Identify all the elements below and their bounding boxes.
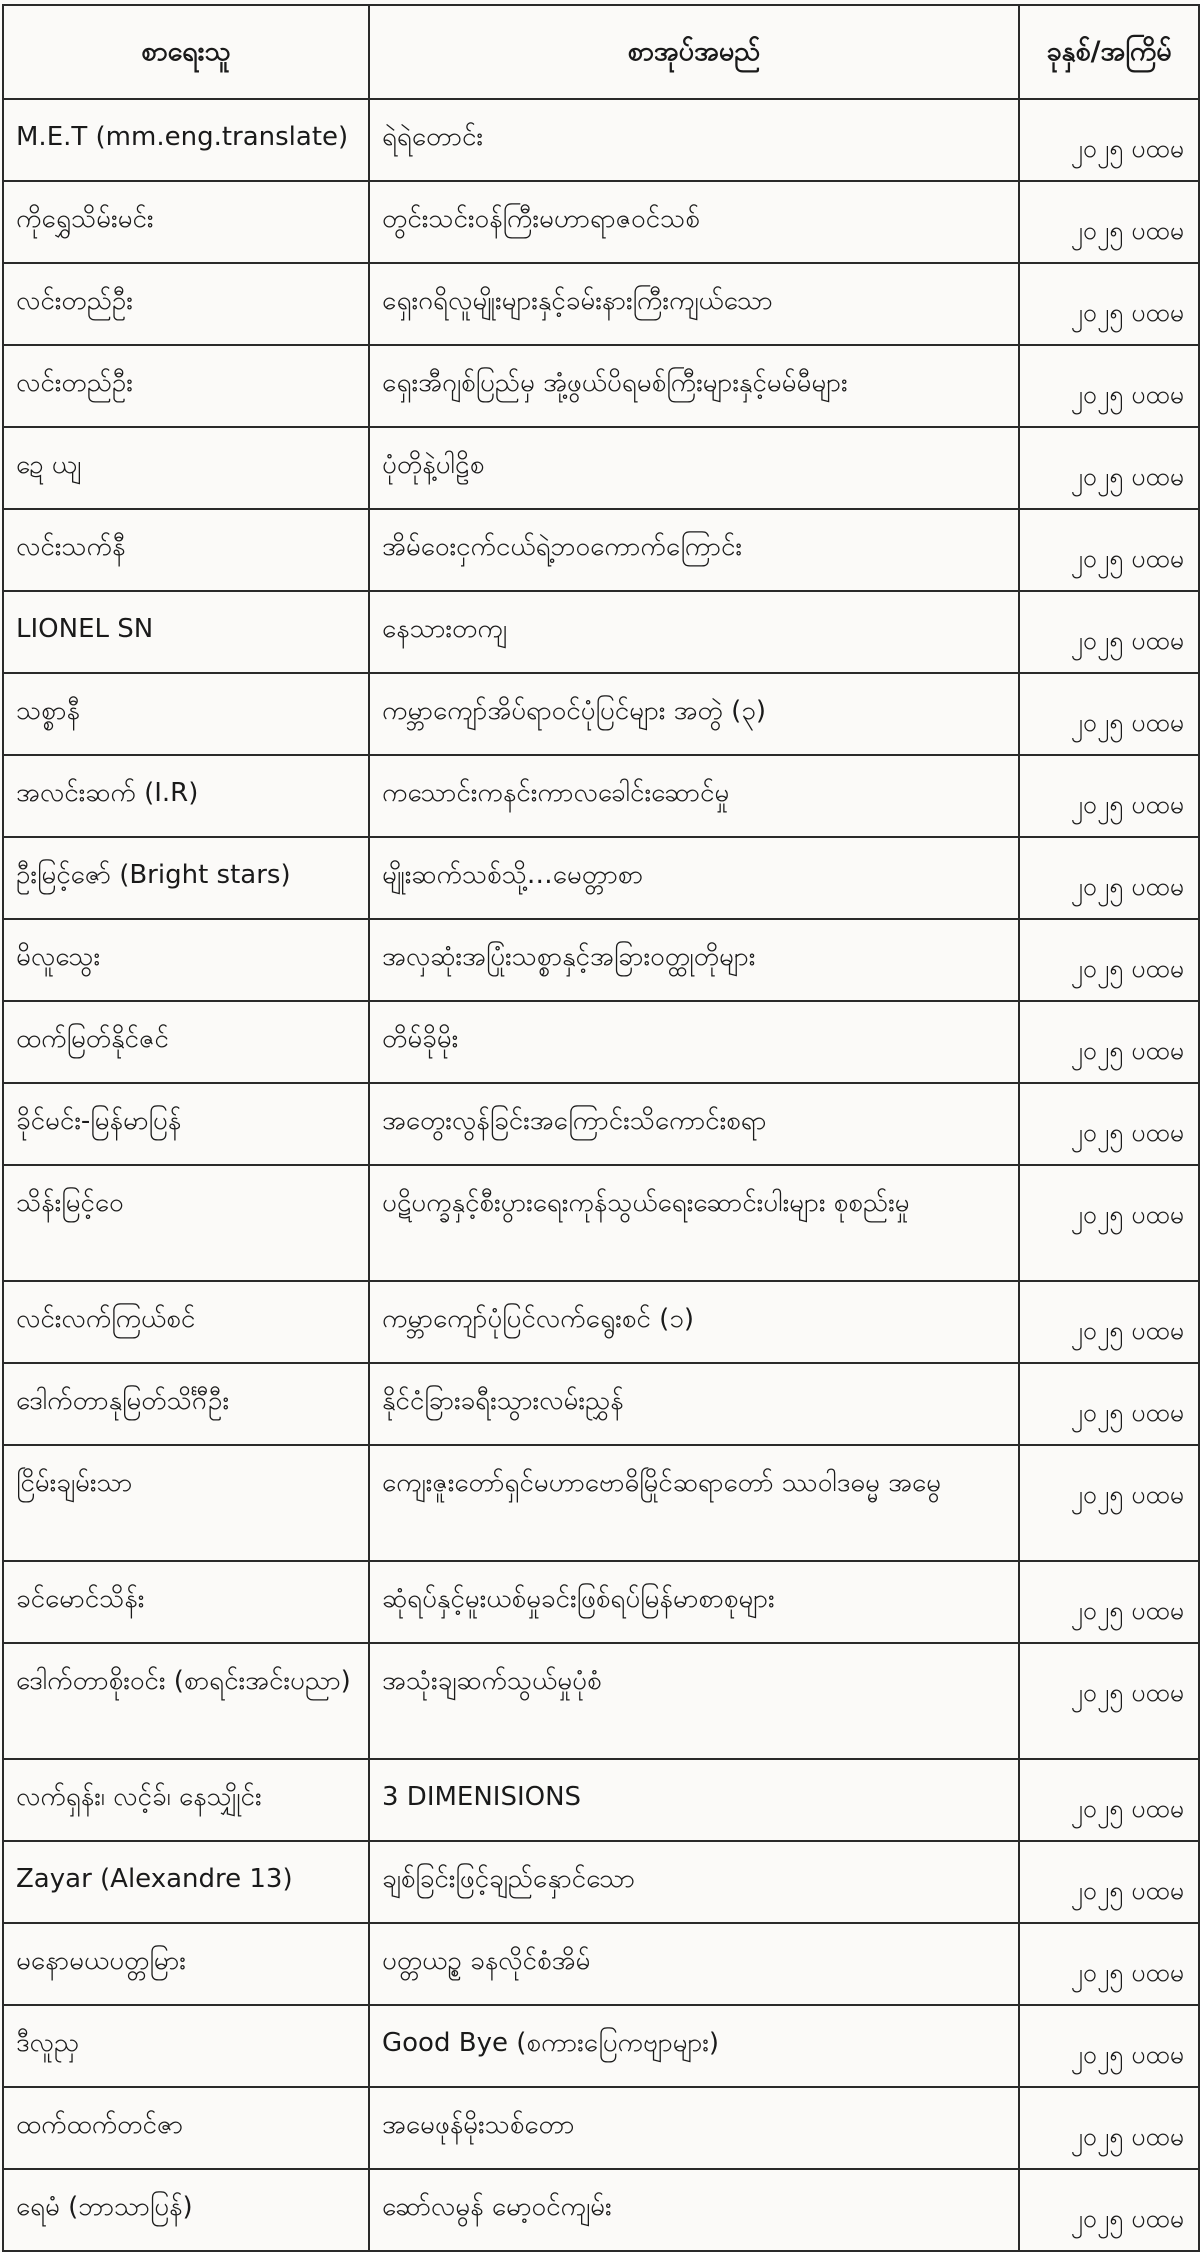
edition-cell: ၂၀၂၅ ပထမ — [1019, 1001, 1199, 1083]
title-cell: အိမ်ဝေးငှက်ငယ်ရဲ့ဘဝကောက်ကြောင်း — [369, 509, 1019, 591]
author-cell: ထက်မြတ်နိုင်ဇင် — [3, 1001, 369, 1083]
table-row — [3, 1445, 1199, 1561]
table-row — [3, 99, 1199, 181]
title-cell: ကမ္ဘာကျော်အိပ်ရာဝင်ပုံပြင်များ အတွဲ (၃) — [369, 673, 1019, 755]
header-edition: ခုနှစ်/အကြိမ် — [1019, 5, 1199, 99]
edition-cell: ၂၀၂၅ ပထမ — [1019, 99, 1199, 181]
title-cell: ချစ်ခြင်းဖြင့်ချည်နှောင်သော — [369, 1841, 1019, 1923]
edition-cell: ၂၀၂၅ ပထမ — [1019, 1643, 1199, 1759]
edition-cell: ၂၀၂၅ ပထမ — [1019, 2087, 1199, 2169]
edition-cell: ၂၀၂၅ ပထမ — [1019, 2169, 1199, 2251]
edition-cell: ၂၀၂၅ ပထမ — [1019, 2005, 1199, 2087]
table-row — [3, 1643, 1199, 1759]
table-row — [3, 1363, 1199, 1445]
table-body — [3, 99, 1199, 2251]
table-row — [3, 837, 1199, 919]
table-row — [3, 919, 1199, 1001]
edition-cell: ၂၀၂၅ ပထမ — [1019, 1841, 1199, 1923]
author-cell: ခိုင်မင်း-မြန်မာပြန် — [3, 1083, 369, 1165]
table-row — [3, 263, 1199, 345]
edition-cell: ၂၀၂၅ ပထမ — [1019, 345, 1199, 427]
author-cell: လက်ရှန်း၊ လင့်ခ်၊ နေသျှိုင်း — [3, 1759, 369, 1841]
title-cell: 3 DIMENISIONS — [369, 1759, 1019, 1841]
edition-cell: ၂၀၂၅ ပထမ — [1019, 1083, 1199, 1165]
title-cell: တိမ်ခိုမိုး — [369, 1001, 1019, 1083]
author-cell: ရေမံ (ဘာသာပြန်) — [3, 2169, 369, 2251]
title-cell: ရှေးဂရိလူမျိုးများနှင့်ခမ်းနားကြီးကျယ်သော — [369, 263, 1019, 345]
author-cell: အလင်းဆက် (I.R) — [3, 755, 369, 837]
author-cell: LIONEL SN — [3, 591, 369, 673]
edition-cell: ၂၀၂၅ ပထမ — [1019, 591, 1199, 673]
edition-cell: ၂၀၂၅ ပထမ — [1019, 1561, 1199, 1643]
table-row — [3, 591, 1199, 673]
title-cell: ကျေးဇူးတော်ရှင်မဟာဗောဓိမြိုင်ဆရာတော် ဿဝါဒဓမ္မ အမွေ — [369, 1445, 1019, 1561]
edition-cell: ၂၀၂၅ ပထမ — [1019, 837, 1199, 919]
header-author: စာရေးသူ — [3, 5, 369, 99]
author-cell: ငြိမ်းချမ်းသာ — [3, 1445, 369, 1561]
author-cell: Zayar (Alexandre 13) — [3, 1841, 369, 1923]
book-table — [2, 4, 1200, 2252]
author-cell: ဍေ ယျ — [3, 427, 369, 509]
table-row — [3, 2169, 1199, 2251]
edition-cell: ၂၀၂၅ ပထမ — [1019, 1281, 1199, 1363]
title-cell: အမေဖုန်မိုးသစ်တော — [369, 2087, 1019, 2169]
title-cell: ပဋိပက္ခနှင့်စီးပွားရေးကုန်သွယ်ရေးဆောင်းပါးများ စုစည်းမှု — [369, 1165, 1019, 1281]
title-cell: ဆုံရပ်နှင့်မူးယစ်မှုခင်းဖြစ်ရပ်မြန်မာစာစုများ — [369, 1561, 1019, 1643]
edition-cell: ၂၀၂၅ ပထမ — [1019, 263, 1199, 345]
table-row — [3, 509, 1199, 591]
title-cell: မျိုးဆက်သစ်သို့…မေတ္တာစာ — [369, 837, 1019, 919]
author-cell: သိန်းမြင့်ဝေ — [3, 1165, 369, 1281]
author-cell: ဒေါက်တာနုမြတ်သိင်္ဂီဦး — [3, 1363, 369, 1445]
title-cell: အတွေးလွန်ခြင်းအကြောင်းသိကောင်းစရာ — [369, 1083, 1019, 1165]
author-cell: လင်းလက်ကြယ်စင် — [3, 1281, 369, 1363]
edition-cell: ၂၀၂၅ ပထမ — [1019, 755, 1199, 837]
table-row — [3, 755, 1199, 837]
author-cell: လင်းသက်နီ — [3, 509, 369, 591]
author-cell: လင်းတည်ဦး — [3, 345, 369, 427]
edition-cell: ၂၀၂၅ ပထမ — [1019, 1445, 1199, 1561]
table-row — [3, 1001, 1199, 1083]
title-cell: အသုံးချဆက်သွယ်မှုပုံစံ — [369, 1643, 1019, 1759]
edition-cell: ၂၀၂၅ ပထမ — [1019, 181, 1199, 263]
edition-cell: ၂၀၂၅ ပထမ — [1019, 1165, 1199, 1281]
table-row — [3, 345, 1199, 427]
author-cell: ထက်ထက်တင်ဇာ — [3, 2087, 369, 2169]
table-row — [3, 2005, 1199, 2087]
edition-cell: ၂၀၂၅ ပထမ — [1019, 427, 1199, 509]
title-cell: တွင်းသင်းဝန်ကြီးမဟာရာဇဝင်သစ် — [369, 181, 1019, 263]
title-cell: နေသားတကျ — [369, 591, 1019, 673]
title-cell: ရဲရဲတောင်း — [369, 99, 1019, 181]
table-row — [3, 1561, 1199, 1643]
author-cell: ကိုရွှေသိမ်းမင်း — [3, 181, 369, 263]
title-cell: ရှေးအီဂျစ်ပြည်မှ အုံ့ဖွယ်ပိရမစ်ကြီးများနှင့်မမ်မီများ — [369, 345, 1019, 427]
table-row — [3, 1841, 1199, 1923]
table-row — [3, 1923, 1199, 2005]
author-cell: လင်းတည်ဦး — [3, 263, 369, 345]
author-cell: သစ္စာနီ — [3, 673, 369, 755]
title-cell: Good Bye (စကားပြေကဗျာများ) — [369, 2005, 1019, 2087]
table-row — [3, 1759, 1199, 1841]
book-list-sheet — [2, 4, 1198, 2252]
author-cell: ခင်မောင်သိန်း — [3, 1561, 369, 1643]
table-row — [3, 1281, 1199, 1363]
author-cell: မနောမယပတ္တမြား — [3, 1923, 369, 2005]
author-cell: ဒေါက်တာစိုးဝင်း (စာရင်းအင်းပညာ) — [3, 1643, 369, 1759]
table-row — [3, 2087, 1199, 2169]
edition-cell: ၂၀၂၅ ပထမ — [1019, 919, 1199, 1001]
edition-cell: ၂၀၂၅ ပထမ — [1019, 509, 1199, 591]
table-row — [3, 427, 1199, 509]
title-cell: ဆော်လမွန် မော့ဝင်ကျမ်း — [369, 2169, 1019, 2251]
title-cell: ပုံတိုနဲ့ပါဠိစ — [369, 427, 1019, 509]
table-row — [3, 181, 1199, 263]
author-cell: M.E.T (mm.eng.translate) — [3, 99, 369, 181]
author-cell: ဦးမြင့်ဇော် (Bright stars) — [3, 837, 369, 919]
title-cell: နိုင်ငံခြားခရီးသွားလမ်းညွှန် — [369, 1363, 1019, 1445]
title-cell: အလှဆုံးအပြုံးသစ္စာနှင့်အခြားဝတ္ထုတိုများ — [369, 919, 1019, 1001]
edition-cell: ၂၀၂၅ ပထမ — [1019, 1759, 1199, 1841]
table-row — [3, 1165, 1199, 1281]
title-cell: ကသောင်းကနင်းကာလခေါင်းဆောင်မှု — [369, 755, 1019, 837]
header-title: စာအုပ်အမည် — [369, 5, 1019, 99]
edition-cell: ၂၀၂၅ ပထမ — [1019, 1363, 1199, 1445]
title-cell: ပတ္တယဉ္စ ခနလိုင်စံအိမ် — [369, 1923, 1019, 2005]
author-cell: ဒီလူညှ — [3, 2005, 369, 2087]
table-row — [3, 1083, 1199, 1165]
author-cell: မိလူသွေး — [3, 919, 369, 1001]
header-row — [3, 5, 1199, 99]
edition-cell: ၂၀၂၅ ပထမ — [1019, 673, 1199, 755]
edition-cell: ၂၀၂၅ ပထမ — [1019, 1923, 1199, 2005]
title-cell: ကမ္ဘာကျော်ပုံပြင်လက်ရွေးစင် (၁) — [369, 1281, 1019, 1363]
table-row — [3, 673, 1199, 755]
